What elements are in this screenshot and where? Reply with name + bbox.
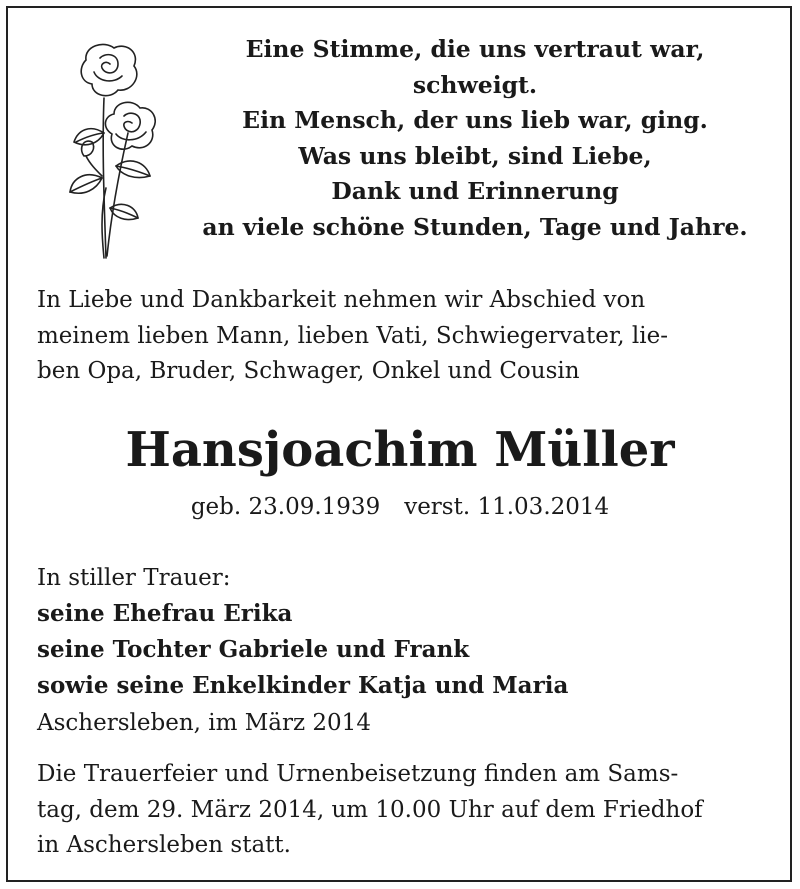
mourner-line: sowie seine Enkelkinder Katja und Maria	[37, 672, 569, 699]
intro-line: In Liebe und Dankbarkeit nehmen wir Abschied von	[37, 287, 646, 313]
poem-line: Was uns bleibt, sind Liebe,	[298, 141, 652, 170]
poem-line: Ein Mensch, der uns lieb war, ging.	[242, 106, 708, 134]
funeral-line: Die Trauerfeier und Urnenbeisetzung finden am Sams-	[37, 761, 679, 787]
mourners-block	[37, 560, 767, 704]
mourner-line: seine Ehefrau Erika	[37, 600, 293, 627]
life-dates	[0, 490, 800, 525]
poem	[190, 32, 760, 245]
funeral-line: in Aschersleben statt.	[37, 832, 291, 858]
mourner-line: seine Tochter Gabriele und Frank	[37, 636, 470, 663]
intro-line: meinem lieben Mann, lieben Vati, Schwiegervater, lie-	[37, 322, 669, 349]
place-date: Aschersleben, im März 2014	[37, 710, 371, 736]
poem-line: Dank und Erinnerung	[331, 177, 619, 205]
deceased-name: Hansjoachim Müller	[125, 422, 675, 478]
roses-icon	[56, 38, 166, 263]
poem-line: an viele schöne Stunden, Tage und Jahre.	[202, 212, 748, 241]
birth-date: geb. 23.09.1939	[190, 494, 381, 520]
poem-line: schweigt.	[412, 70, 538, 99]
poem-line: Eine Stimme, die uns vertraut war,	[245, 35, 705, 63]
death-date: verst. 11.03.2014	[404, 494, 610, 520]
intro-paragraph	[37, 283, 767, 390]
funeral-paragraph	[37, 757, 767, 864]
funeral-line: tag, dem 29. März 2014, um 10.00 Uhr auf dem Friedhof	[37, 796, 703, 823]
mourners-heading: In stiller Trauer:	[37, 565, 231, 591]
intro-line: ben Opa, Bruder, Schwager, Onkel und Cousin	[37, 358, 580, 384]
